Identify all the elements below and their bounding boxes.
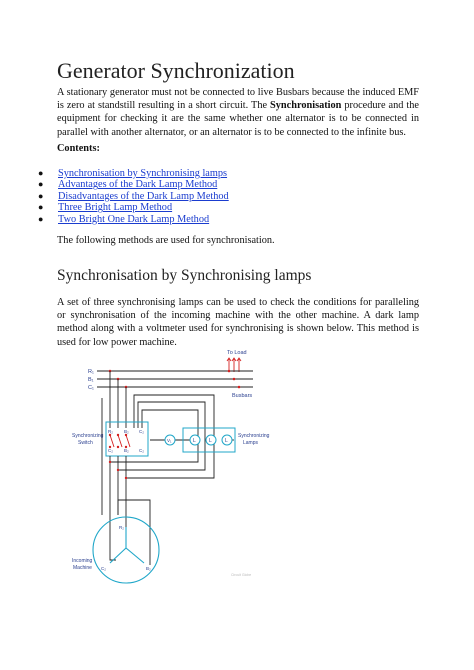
machine-term-right: B₂ bbox=[146, 566, 151, 571]
bullet-icon: ● bbox=[38, 168, 44, 178]
lamp-3-symbol: L bbox=[225, 438, 228, 444]
to-load-label: To Load bbox=[227, 350, 247, 356]
toc-link[interactable]: Synchronisation by Synchronising lamps bbox=[58, 168, 228, 179]
bus-label-c: C₁ bbox=[88, 385, 94, 391]
switch-term-top-2: B₂ bbox=[124, 429, 129, 434]
machine-label-line1: Incoming bbox=[72, 558, 93, 564]
toc-link[interactable]: Advantages of the Dark Lamp Method bbox=[58, 179, 218, 191]
toc-item[interactable] bbox=[38, 179, 229, 190]
switch-label-line2: Switch bbox=[78, 440, 93, 446]
toc-link[interactable]: Three Bright Lamp Method bbox=[58, 202, 173, 214]
table-of-contents bbox=[38, 168, 229, 225]
synchronising-lamps-diagram bbox=[60, 345, 270, 585]
bullet-icon: ● bbox=[38, 190, 44, 201]
toc-item[interactable] bbox=[38, 202, 229, 213]
busbars bbox=[97, 371, 253, 387]
switch-term-top-1: R₂ bbox=[108, 429, 113, 434]
methods-line: The following methods are used for synchronisation. bbox=[57, 235, 275, 246]
star-windings bbox=[110, 527, 144, 563]
toc-item[interactable] bbox=[38, 168, 229, 179]
section-heading: Synchronisation by Synchronising lamps bbox=[57, 267, 312, 284]
busbars-label: Busbars bbox=[232, 393, 253, 399]
switch-term-bottom-3: C₂ bbox=[139, 448, 144, 453]
lamps-label-line2: Lamps bbox=[243, 440, 259, 446]
bullet-icon: ● bbox=[38, 179, 44, 190]
intro-paragraph bbox=[57, 86, 419, 139]
toc-link[interactable]: Two Bright One Dark Lamp Method bbox=[58, 213, 210, 225]
intro-bold-term: Synchronisation bbox=[270, 100, 342, 112]
bullet-icon: ● bbox=[38, 202, 44, 213]
switch-label-line1: Synchronizing bbox=[72, 433, 104, 439]
lamp-2-symbol: L bbox=[209, 438, 212, 444]
machine-term-top: R₂ bbox=[119, 525, 124, 530]
machine-feeds bbox=[110, 456, 150, 565]
contents-heading: Contents: bbox=[57, 143, 100, 154]
switch-term-bottom-1: C₂ bbox=[108, 448, 113, 453]
switch-term-top-3: C₂ bbox=[139, 429, 144, 434]
toc-item[interactable] bbox=[38, 214, 229, 225]
switch-term-bottom-2: B₂ bbox=[124, 448, 129, 453]
machine-term-left: C₂ bbox=[101, 566, 106, 571]
machine-label-line2: Machine bbox=[73, 565, 92, 571]
toc-link[interactable]: Disadvantages of the Dark Lamp Method bbox=[58, 190, 229, 202]
bus-label-r: R₁ bbox=[88, 369, 94, 375]
lamp-1-symbol: L bbox=[193, 438, 196, 444]
watermark: Circuit Globe bbox=[231, 573, 252, 577]
intro-text-1: A stationary generator must not be connected to live Busbars because the induced EMF is zero at standstill resulting in a short circuit. The bbox=[57, 87, 419, 112]
section-paragraph: A set of three synchronising lamps can be used to check the conditions for paralleling or synchronisation of the incoming machine with the other machine. A dark lamp method along with a voltmeter used for synchronising is shown below. This method is used for low power machine. bbox=[57, 297, 419, 348]
bus-label-b: B₁ bbox=[88, 377, 94, 383]
toc-item[interactable] bbox=[38, 191, 229, 202]
bullet-icon: ● bbox=[38, 213, 44, 224]
intro-text-2: procedure and the equipment for checking it are the same whether one alternator is to be connected in parallel with another alternator, or an alternator is to be connected to the infinite bus. bbox=[57, 100, 419, 138]
switch-blades bbox=[110, 435, 130, 447]
voltmeter-label: V₁ bbox=[167, 438, 172, 443]
lamps-label-line1: Synchronizing bbox=[238, 433, 270, 439]
page-title: Generator Synchronization bbox=[57, 58, 295, 83]
